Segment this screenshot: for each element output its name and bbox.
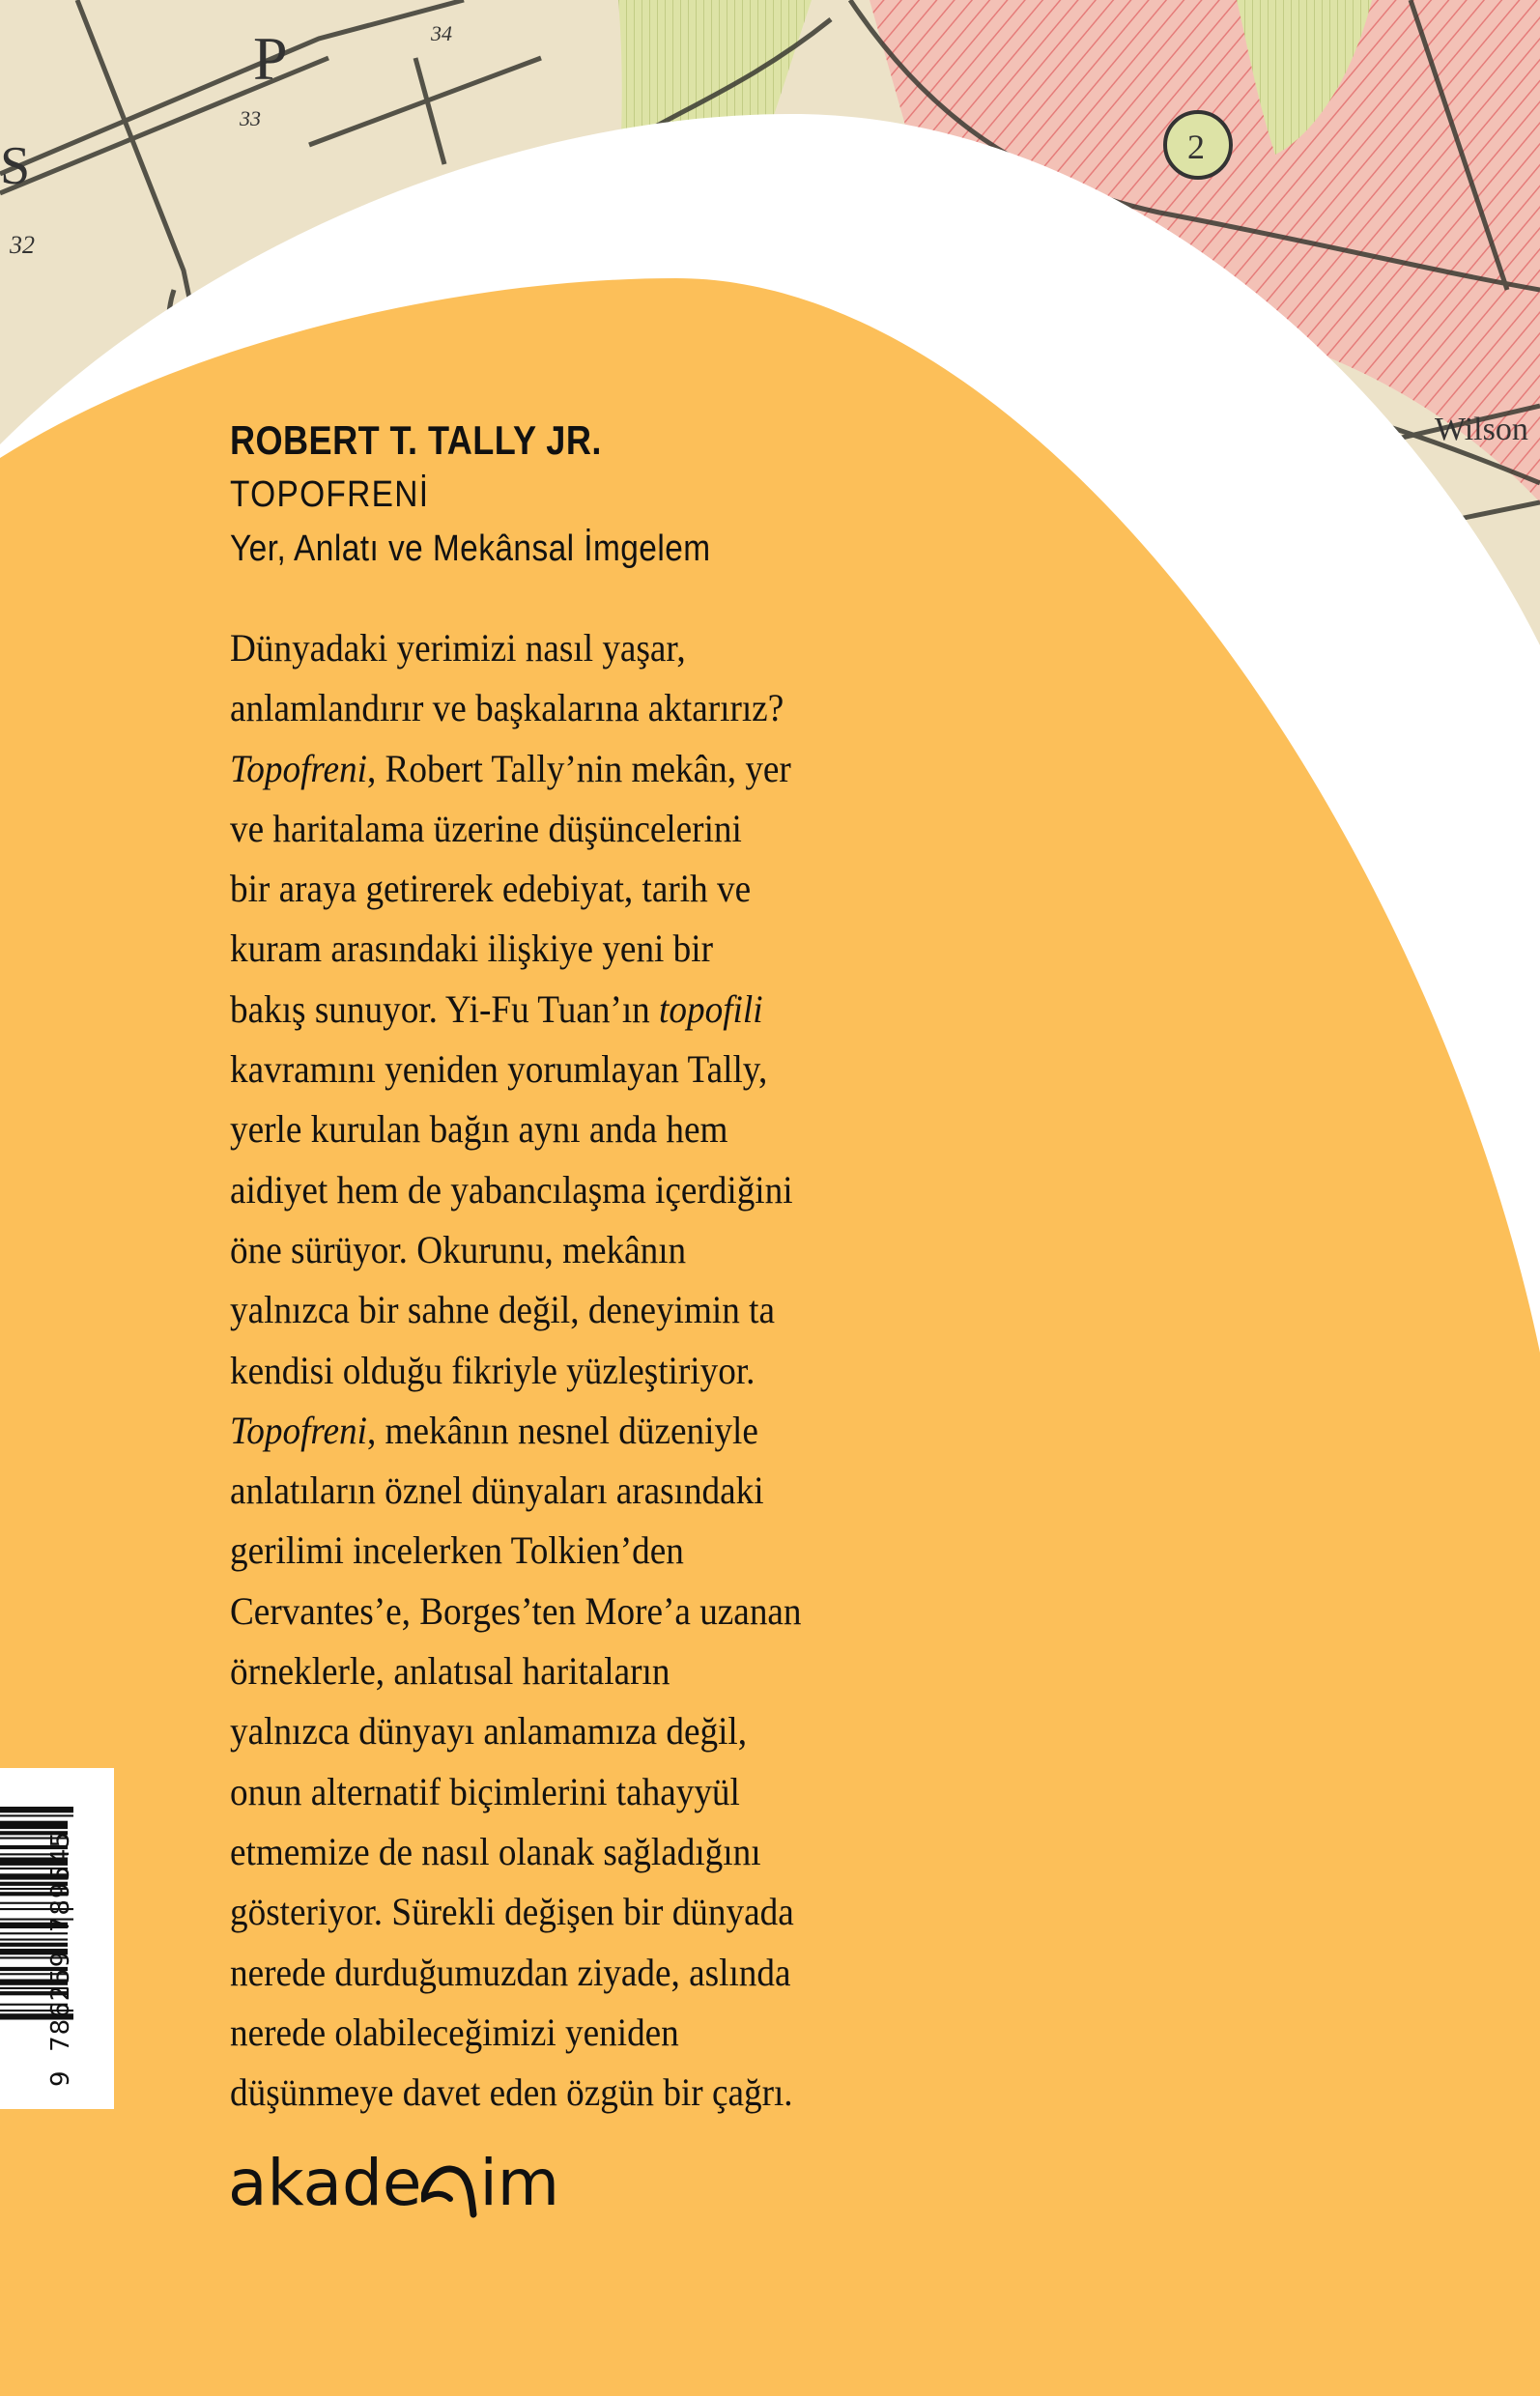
blurb-line — [230, 919, 802, 979]
blurb-line — [230, 1762, 802, 1822]
blurb-text-segment: , Robert Tally’nin mekân, yer — [366, 746, 791, 790]
blurb-line — [230, 980, 802, 1040]
author-name: ROBERT T. TALLY JR. — [230, 417, 602, 463]
logo-text-right: im — [479, 2146, 560, 2220]
svg-text:34: 34 — [431, 21, 452, 45]
blurb-text-segment: onun alternatif biçimlerini tahayyül — [230, 1769, 740, 1813]
svg-text:S: S — [0, 136, 31, 196]
blurb-text-segment: anlatıların öznel dünyaları arasındaki — [230, 1469, 764, 1513]
blurb-text-segment: Dünyadaki yerimizi nasıl yaşar, — [230, 626, 686, 670]
blurb-italic-term: Topofreni — [230, 746, 367, 790]
blurb-line — [230, 859, 802, 919]
blurb-line — [230, 618, 802, 678]
blurb-text-segment: nerede durduğumuzdan ziyade, aslında — [230, 1950, 791, 1994]
svg-text:P: P — [253, 24, 288, 93]
blurb-text-segment: kendisi olduğu fikriyle yüzleştiriyor. — [230, 1348, 756, 1392]
blurb-line — [230, 1701, 802, 1761]
blurb-text-segment: yalnızca dünyayı anlamamıza değil, — [230, 1709, 748, 1754]
blurb-line — [230, 1521, 802, 1581]
blurb-text-segment: bakış sunuyor. Yi-Fu Tuan’ın — [230, 986, 660, 1031]
publisher-logo — [228, 2143, 559, 2220]
blurb-line — [230, 2063, 802, 2123]
book-header — [230, 414, 776, 576]
svg-text:33: 33 — [240, 106, 261, 130]
blurb-italic-term: topofili — [659, 986, 763, 1031]
blurb-line — [230, 1641, 802, 1701]
blurb-text-segment: yerle kurulan bağın aynı anda hem — [230, 1107, 728, 1152]
blurb-line — [230, 1160, 802, 1220]
logo-text-left: akade — [228, 2146, 422, 2220]
book-title: TOPOFRENİ — [230, 474, 430, 515]
blurb-line — [230, 739, 802, 799]
blurb-text-segment: gerilimi incelerken Tolkien’den — [230, 1528, 684, 1573]
blurb-line — [230, 2003, 802, 2063]
blurb-line — [230, 1040, 802, 1099]
blurb-line — [230, 678, 802, 738]
blurb-text-segment: kuram arasındaki ilişkiye yeni bir — [230, 927, 714, 971]
svg-text:Wilson: Wilson — [1435, 412, 1528, 447]
blurb-line — [230, 1280, 802, 1340]
blurb-text-segment: düşünmeye davet eden özgün bir çağrı. — [230, 2070, 793, 2115]
blurb-text-segment: aidiyet hem de yabancılaşma içerdiğini — [230, 1167, 793, 1212]
blurb-text-segment: gösteriyor. Sürekli değişen bir dünyada — [230, 1890, 794, 1934]
blurb-text-segment: kavramını yeniden yorumlayan Tally, — [230, 1047, 768, 1092]
svg-text:32: 32 — [10, 231, 35, 259]
blurb-line — [230, 1582, 802, 1641]
blurb-text-segment: örneklerle, anlatısal haritaların — [230, 1649, 670, 1694]
blurb-text-segment: ve haritalama üzerine düşüncelerini — [230, 806, 742, 850]
isbn-barcode — [0, 1768, 114, 2109]
svg-text:2: 2 — [1187, 128, 1205, 166]
blurb-text-segment: Cervantes’e, Borges’ten More’a uzanan — [230, 1588, 802, 1633]
book-subtitle: Yer, Anlatı ve Mekânsal İmgelem — [230, 528, 711, 569]
blurb-line — [230, 1461, 802, 1521]
blurb-text-segment: bir araya getirerek edebiyat, tarih ve — [230, 867, 752, 911]
blurb-line — [230, 1943, 802, 2003]
blurb-text-segment: , mekânın nesnel düzeniyle — [366, 1408, 758, 1452]
blurb-line — [230, 1220, 802, 1280]
blurb-line — [230, 1341, 802, 1401]
blurb-line — [230, 1822, 802, 1882]
blurb-line — [230, 1882, 802, 1942]
blurb-line — [230, 1401, 802, 1461]
blurb-text-segment: öne sürüyor. Okurunu, mekânın — [230, 1227, 687, 1271]
blurb-text-segment: yalnızca bir sahne değil, deneyimin ta — [230, 1288, 776, 1332]
blurb-italic-term: Topofreni — [230, 1408, 367, 1452]
blurb-text-segment: etmemize de nasıl olanak sağladığını — [230, 1829, 761, 1873]
open-book-swoosh-icon — [421, 2143, 479, 2220]
blurb-text-segment: anlamlandırır ve başkalarına aktarırız? — [230, 686, 784, 730]
blurb-line — [230, 1099, 802, 1159]
blurb-line — [230, 799, 802, 859]
isbn-number: 9 786259 789545 — [46, 1830, 75, 2087]
blurb-text-segment: nerede olabileceğimizi yeniden — [230, 2010, 679, 2054]
blurb-text — [230, 618, 844, 2123]
